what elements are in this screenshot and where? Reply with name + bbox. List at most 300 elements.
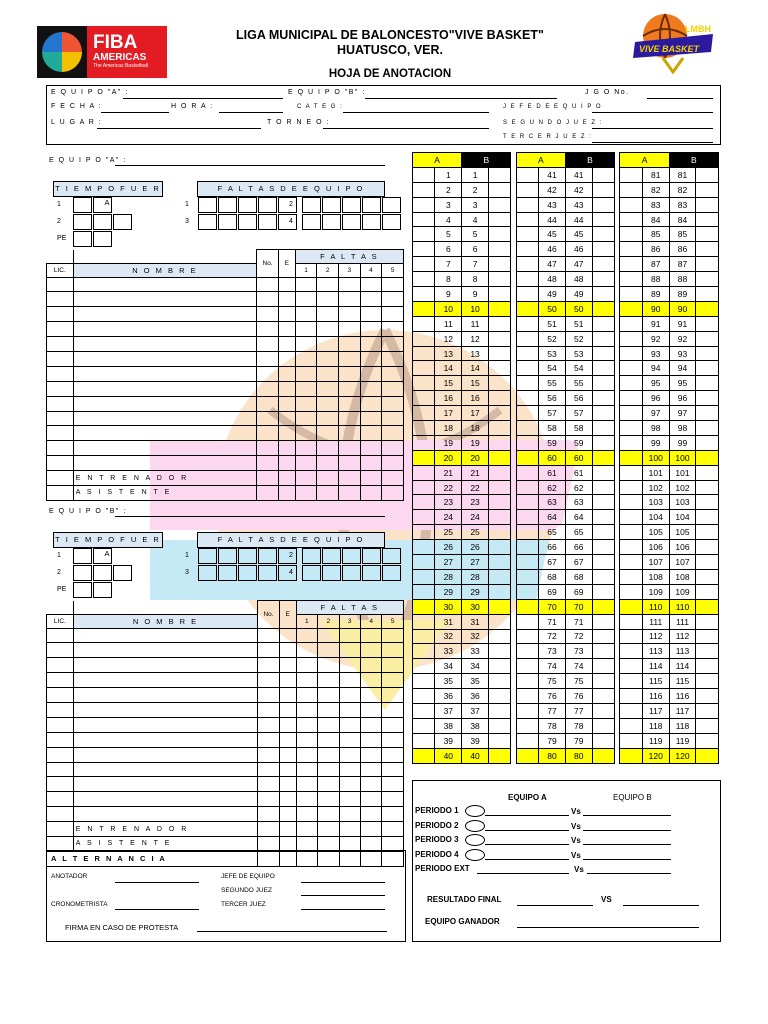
score-mark-b[interactable] [696,257,719,272]
score-mark-a[interactable] [516,510,538,525]
score-mark-b[interactable] [696,421,719,436]
score-mark-b[interactable] [488,435,510,450]
team_a-player-cell[interactable] [382,351,404,366]
team_a-player-cell[interactable] [257,351,279,366]
score-mark-b[interactable] [488,495,510,510]
score-mark-a[interactable] [516,287,538,302]
score-mark-a[interactable] [516,391,538,406]
score-mark-b[interactable] [696,495,719,510]
team_a-player-cell[interactable] [317,396,339,411]
team_a-entrenador-cell[interactable] [295,471,317,486]
team_a-timeout-box[interactable] [93,197,112,213]
team_a-player-cell[interactable] [317,322,339,337]
team_a-team-foul-box[interactable] [342,214,361,230]
score-mark-b[interactable] [488,346,510,361]
score-mark-b[interactable] [696,376,719,391]
team_b-player-cell[interactable] [339,658,360,673]
team_a-player-cell[interactable] [73,322,256,337]
team_a-player-cell[interactable] [317,456,339,471]
team_a-team-foul-box[interactable] [278,214,297,230]
score-mark-b[interactable] [696,301,719,316]
score-mark-a[interactable] [620,197,642,212]
team_b-entrenador-cell[interactable] [279,822,296,837]
team_b-player-cell[interactable] [73,643,257,658]
score-mark-a[interactable] [620,346,642,361]
team_a-team-foul-box[interactable] [362,197,381,213]
team_b-team-foul-box[interactable] [198,565,217,581]
score-mark-b[interactable] [592,346,614,361]
score-mark-a[interactable] [516,599,538,614]
score-mark-b[interactable] [592,197,614,212]
team_a-asistente-cell[interactable] [339,485,361,500]
score-mark-a[interactable] [620,435,642,450]
team_a-timeout-box[interactable] [73,197,92,213]
team_a-player-cell[interactable] [73,292,256,307]
score-mark-b[interactable] [696,599,719,614]
score-mark-b[interactable] [592,316,614,331]
score-mark-b[interactable] [592,495,614,510]
score-mark-b[interactable] [488,525,510,540]
team_a-asistente-cell[interactable] [278,485,295,500]
team_b-player-cell[interactable] [339,792,360,807]
team_b-team-foul-box[interactable] [382,548,401,564]
score-mark-b[interactable] [592,659,614,674]
score-mark-a[interactable] [516,450,538,465]
score-mark-a[interactable] [620,242,642,257]
team_b-player-cell[interactable] [339,673,360,688]
score-mark-a[interactable] [413,629,435,644]
score-mark-b[interactable] [488,569,510,584]
score-mark-a[interactable] [413,257,435,272]
team_b-player-cell[interactable] [382,643,404,658]
team_a-player-cell[interactable] [295,381,317,396]
team_b-player-cell[interactable] [296,777,317,792]
score-mark-b[interactable] [696,718,719,733]
score-mark-a[interactable] [620,555,642,570]
team_b-player-cell[interactable] [47,643,74,658]
team_a-player-cell[interactable] [73,307,256,322]
team_a-player-cell[interactable] [257,381,279,396]
team_b-player-cell[interactable] [258,747,280,762]
team_a-player-cell[interactable] [360,292,382,307]
team_a-player-cell[interactable] [339,277,361,292]
team_b-player-cell[interactable] [382,717,404,732]
team_b-team-foul-box[interactable] [278,565,297,581]
team_a-player-cell[interactable] [47,381,74,396]
score-mark-a[interactable] [516,644,538,659]
score-mark-a[interactable] [620,167,642,182]
team_b-player-cell[interactable] [279,807,296,822]
team_b-player-cell[interactable] [318,807,339,822]
score-mark-b[interactable] [696,316,719,331]
team_b-player-cell[interactable] [360,762,381,777]
score-mark-b[interactable] [696,361,719,376]
team_a-player-cell[interactable] [382,441,404,456]
score-mark-b[interactable] [592,555,614,570]
team_a-entrenador-cell[interactable] [317,471,339,486]
segundo-juez-field[interactable] [592,128,713,129]
score-mark-b[interactable] [488,465,510,480]
score-mark-a[interactable] [413,331,435,346]
team_a-player-cell[interactable] [73,366,256,381]
score-mark-a[interactable] [413,555,435,570]
team_b-player-cell[interactable] [73,777,257,792]
team_a-player-cell[interactable] [73,337,256,352]
score-mark-b[interactable] [592,748,614,763]
score-mark-b[interactable] [696,346,719,361]
score-mark-b[interactable] [696,689,719,704]
period-oval[interactable] [465,805,485,817]
score-mark-b[interactable] [696,182,719,197]
score-mark-b[interactable] [488,197,510,212]
team_a-player-cell[interactable] [360,322,382,337]
score-mark-a[interactable] [516,495,538,510]
score-mark-b[interactable] [696,614,719,629]
team_b-player-cell[interactable] [382,762,404,777]
score-mark-b[interactable] [488,703,510,718]
score-mark-b[interactable] [696,331,719,346]
score-mark-a[interactable] [620,614,642,629]
jgo-field[interactable] [647,98,713,99]
team_a-player-cell[interactable] [257,366,279,381]
team_a-team-foul-box[interactable] [382,197,401,213]
team_a-team-foul-box[interactable] [238,197,257,213]
score-mark-a[interactable] [516,331,538,346]
score-mark-b[interactable] [696,748,719,763]
team_b-player-cell[interactable] [296,688,317,703]
score-mark-b[interactable] [696,450,719,465]
team_b-player-cell[interactable] [279,702,296,717]
team_b-player-cell[interactable] [73,732,257,747]
score-mark-a[interactable] [516,689,538,704]
score-mark-b[interactable] [592,450,614,465]
score-mark-b[interactable] [592,733,614,748]
score-mark-b[interactable] [592,510,614,525]
team_a-player-cell[interactable] [278,366,295,381]
team_b-player-cell[interactable] [47,673,74,688]
team_b-team-foul-box[interactable] [322,548,341,564]
team_a-asistente-cell[interactable] [360,485,382,500]
team_a-player-cell[interactable] [73,411,256,426]
period-score-a-field[interactable] [485,830,569,831]
team_a-player-cell[interactable] [317,426,339,441]
team_a-player-cell[interactable] [278,337,295,352]
score-mark-a[interactable] [413,718,435,733]
score-mark-b[interactable] [696,510,719,525]
team_a-team-foul-box[interactable] [258,214,277,230]
score-mark-b[interactable] [592,376,614,391]
jefe-equipo-field[interactable] [592,112,713,113]
score-mark-a[interactable] [413,346,435,361]
team_a-player-cell[interactable] [339,396,361,411]
team_b-player-cell[interactable] [258,762,280,777]
team_a-player-cell[interactable] [339,366,361,381]
team_a-team-foul-box[interactable] [218,197,237,213]
team_b-player-cell[interactable] [339,643,360,658]
cronometrista-field[interactable] [115,909,199,910]
team_b-player-cell[interactable] [318,717,339,732]
fecha-field[interactable] [101,112,169,113]
team_b-entrenador-cell[interactable] [296,822,317,837]
score-mark-b[interactable] [696,584,719,599]
score-mark-a[interactable] [620,674,642,689]
team_a-team-foul-box[interactable] [302,197,321,213]
team_b-player-cell[interactable] [318,792,339,807]
score-mark-b[interactable] [488,748,510,763]
team_a-player-cell[interactable] [317,277,339,292]
score-mark-b[interactable] [696,406,719,421]
score-mark-a[interactable] [620,629,642,644]
team_a-player-cell[interactable] [317,441,339,456]
footer-jefe-equipo-field[interactable] [301,882,385,883]
score-mark-b[interactable] [488,361,510,376]
team_b-player-cell[interactable] [279,762,296,777]
hora-field[interactable] [219,112,283,113]
team_b-player-cell[interactable] [339,702,360,717]
score-mark-a[interactable] [413,480,435,495]
team_a-team-foul-box[interactable] [302,214,321,230]
team_b-player-cell[interactable] [47,762,74,777]
team_a-player-cell[interactable] [339,381,361,396]
score-mark-a[interactable] [620,331,642,346]
score-mark-b[interactable] [696,272,719,287]
score-mark-b[interactable] [696,659,719,674]
score-mark-a[interactable] [620,376,642,391]
score-mark-a[interactable] [620,287,642,302]
score-mark-a[interactable] [620,599,642,614]
score-mark-b[interactable] [488,391,510,406]
score-mark-b[interactable] [696,480,719,495]
team_a-player-cell[interactable] [278,456,295,471]
score-mark-b[interactable] [488,584,510,599]
score-mark-a[interactable] [620,212,642,227]
anotador-field[interactable] [115,882,199,883]
resultado-final-a-field[interactable] [517,905,593,906]
team_a-player-cell[interactable] [295,366,317,381]
team_b-player-cell[interactable] [318,688,339,703]
team_b-entrenador-cell[interactable] [339,822,360,837]
team_b-player-cell[interactable] [382,747,404,762]
score-mark-b[interactable] [488,406,510,421]
score-mark-a[interactable] [620,406,642,421]
team_a-player-cell[interactable] [47,351,74,366]
score-mark-a[interactable] [413,584,435,599]
score-mark-b[interactable] [592,331,614,346]
team_b-player-cell[interactable] [360,673,381,688]
score-mark-b[interactable] [696,435,719,450]
period-oval[interactable] [465,849,485,861]
firma-field[interactable] [197,931,387,932]
period-oval[interactable] [465,834,485,846]
score-mark-a[interactable] [516,421,538,436]
team_b-player-cell[interactable] [382,658,404,673]
team_b-player-cell[interactable] [47,732,74,747]
score-mark-a[interactable] [413,272,435,287]
score-mark-a[interactable] [620,659,642,674]
team_a-player-cell[interactable] [257,411,279,426]
team_b-player-cell[interactable] [73,792,257,807]
score-mark-a[interactable] [413,197,435,212]
equipo-a-field[interactable] [123,98,283,99]
period-score-a-field[interactable] [485,844,569,845]
score-mark-a[interactable] [516,406,538,421]
team_b-player-cell[interactable] [318,673,339,688]
score-mark-a[interactable] [516,346,538,361]
team_a-team-foul-box[interactable] [238,214,257,230]
team_b-player-cell[interactable] [73,762,257,777]
team_b-team-foul-box[interactable] [342,565,361,581]
team_a-player-cell[interactable] [317,381,339,396]
team_a-player-cell[interactable] [47,277,74,292]
score-mark-b[interactable] [696,227,719,242]
team_b-player-cell[interactable] [382,732,404,747]
team_a-player-cell[interactable] [73,381,256,396]
team_b-team-foul-box[interactable] [302,565,321,581]
team_b-player-cell[interactable] [296,673,317,688]
team_a-player-cell[interactable] [278,322,295,337]
score-mark-b[interactable] [488,733,510,748]
team_a-player-cell[interactable] [382,337,404,352]
score-mark-b[interactable] [488,301,510,316]
team_a-player-cell[interactable] [73,351,256,366]
score-mark-a[interactable] [516,361,538,376]
team_a-player-cell[interactable] [360,396,382,411]
team_b-player-cell[interactable] [279,643,296,658]
score-mark-b[interactable] [592,584,614,599]
score-mark-a[interactable] [620,316,642,331]
score-mark-a[interactable] [516,376,538,391]
team_a-player-cell[interactable] [257,441,279,456]
team_a-player-cell[interactable] [278,441,295,456]
score-mark-a[interactable] [413,540,435,555]
team_b-player-cell[interactable] [258,807,280,822]
score-mark-a[interactable] [413,361,435,376]
team_a-player-cell[interactable] [382,322,404,337]
team_a-player-cell[interactable] [360,456,382,471]
score-mark-b[interactable] [592,421,614,436]
score-mark-b[interactable] [488,629,510,644]
score-mark-b[interactable] [696,674,719,689]
score-mark-a[interactable] [413,614,435,629]
team_a-player-cell[interactable] [339,411,361,426]
team_a-player-cell[interactable] [295,426,317,441]
score-mark-b[interactable] [488,227,510,242]
team_b-team-foul-box[interactable] [258,565,277,581]
score-mark-b[interactable] [592,257,614,272]
team_a-timeout-box[interactable] [73,214,92,230]
score-mark-b[interactable] [488,480,510,495]
equipo-ganador-field[interactable] [517,927,699,928]
score-mark-b[interactable] [696,540,719,555]
score-mark-b[interactable] [696,197,719,212]
team_b-player-cell[interactable] [360,747,381,762]
team_b-player-cell[interactable] [47,702,74,717]
team_a-player-cell[interactable] [317,366,339,381]
team_a-player-cell[interactable] [339,307,361,322]
team_a-entrenador-cell[interactable] [382,471,404,486]
score-mark-b[interactable] [696,465,719,480]
team_b-player-cell[interactable] [339,777,360,792]
team_b-player-cell[interactable] [360,658,381,673]
score-mark-b[interactable] [592,525,614,540]
team_b-player-cell[interactable] [382,807,404,822]
score-mark-a[interactable] [413,599,435,614]
team_a-player-cell[interactable] [295,411,317,426]
team_a-player-cell[interactable] [257,337,279,352]
team_a-entrenador-cell[interactable] [278,471,295,486]
score-mark-b[interactable] [592,242,614,257]
score-mark-a[interactable] [413,376,435,391]
team_b-player-cell[interactable] [360,628,381,643]
team_b-player-cell[interactable] [360,807,381,822]
score-mark-a[interactable] [516,718,538,733]
team_b-timeout-box[interactable] [93,565,112,581]
team_b-team-foul-box[interactable] [382,565,401,581]
score-mark-b[interactable] [592,167,614,182]
team_a-player-cell[interactable] [317,292,339,307]
team_b-player-cell[interactable] [296,732,317,747]
score-mark-a[interactable] [516,703,538,718]
team_a-timeout-box[interactable] [93,214,112,230]
score-mark-a[interactable] [516,659,538,674]
score-mark-a[interactable] [516,465,538,480]
team_b-team-foul-box[interactable] [218,565,237,581]
team_b-player-cell[interactable] [339,628,360,643]
period-score-b-field[interactable] [587,873,671,874]
team_b-team-foul-box[interactable] [302,548,321,564]
score-mark-a[interactable] [620,421,642,436]
team_a-player-cell[interactable] [382,411,404,426]
score-mark-a[interactable] [516,614,538,629]
team_a-player-cell[interactable] [360,351,382,366]
score-mark-a[interactable] [620,569,642,584]
team_b-player-cell[interactable] [279,777,296,792]
team_b-player-cell[interactable] [360,732,381,747]
score-mark-b[interactable] [488,450,510,465]
team_b-player-cell[interactable] [73,658,257,673]
score-mark-b[interactable] [592,182,614,197]
team_a-player-cell[interactable] [360,441,382,456]
score-mark-b[interactable] [592,480,614,495]
team_b-team-foul-box[interactable] [238,565,257,581]
team_a-player-cell[interactable] [257,292,279,307]
score-mark-b[interactable] [488,540,510,555]
score-mark-a[interactable] [413,748,435,763]
team_b-player-cell[interactable] [296,807,317,822]
score-mark-b[interactable] [592,644,614,659]
score-mark-a[interactable] [620,689,642,704]
score-mark-a[interactable] [413,242,435,257]
score-mark-a[interactable] [516,257,538,272]
score-mark-a[interactable] [516,569,538,584]
team_b-player-cell[interactable] [296,643,317,658]
team_a-player-cell[interactable] [317,307,339,322]
team_a-player-cell[interactable] [278,277,295,292]
team_a-player-cell[interactable] [317,411,339,426]
score-mark-b[interactable] [592,212,614,227]
score-mark-a[interactable] [620,391,642,406]
team_b-team-foul-box[interactable] [362,548,381,564]
period-score-a-field[interactable] [485,815,569,816]
score-mark-b[interactable] [696,525,719,540]
score-mark-a[interactable] [516,480,538,495]
lugar-field[interactable] [97,128,261,129]
score-mark-a[interactable] [413,421,435,436]
period-score-b-field[interactable] [583,830,671,831]
score-mark-b[interactable] [592,361,614,376]
team_b-player-cell[interactable] [360,717,381,732]
score-mark-b[interactable] [696,242,719,257]
